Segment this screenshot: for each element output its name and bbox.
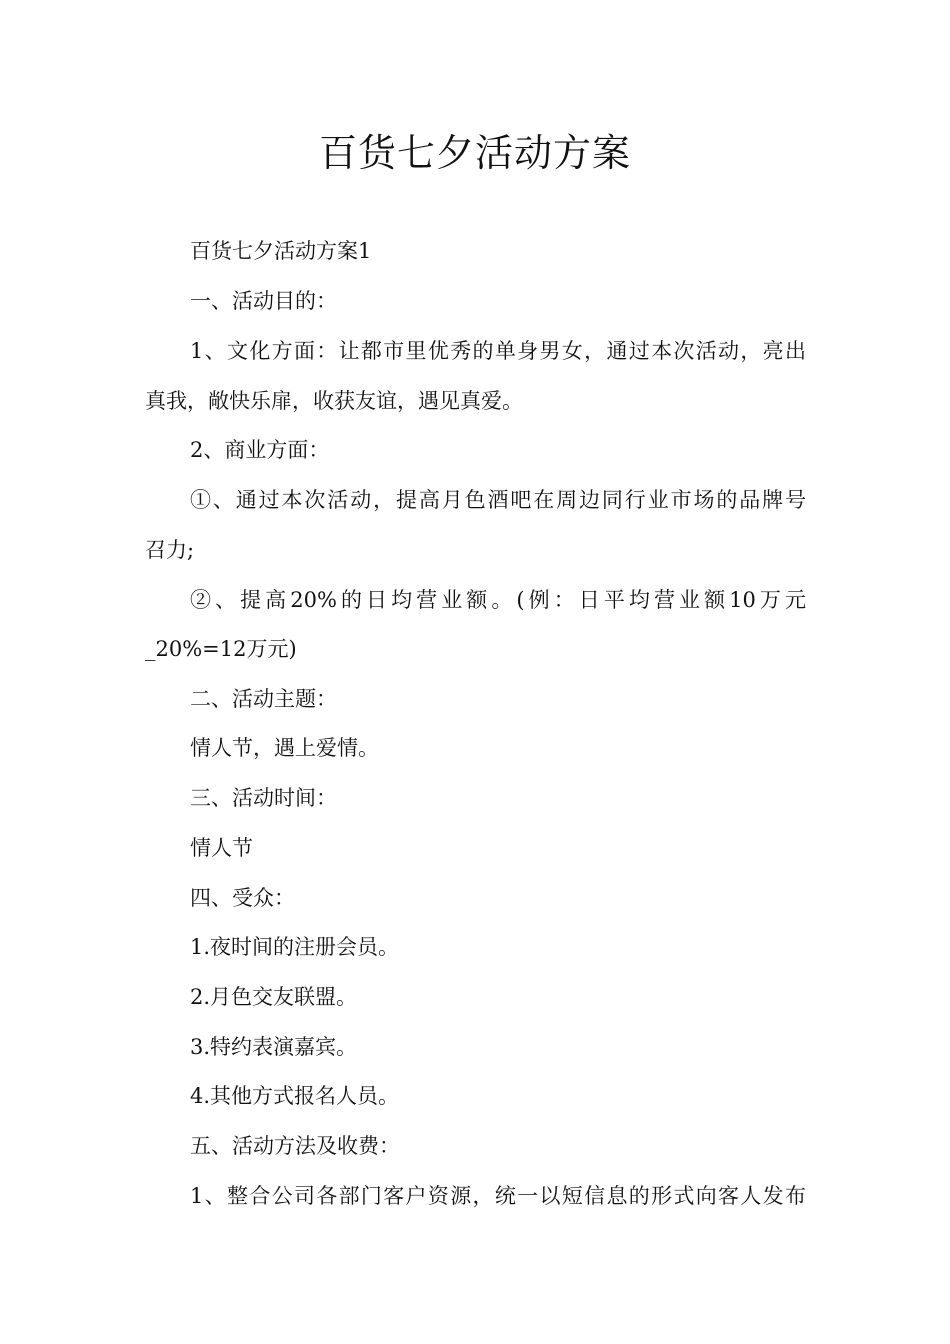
paragraph-line: 2、商业方面： — [190, 438, 330, 462]
paragraph-line: 1、文化方面：让都市里优秀的单身男女，通过本次活动，亮出 — [190, 339, 806, 363]
document-title: 百货七夕活动方案 — [318, 131, 631, 175]
paragraph-line: ②、提高20%的日均营业额。(例：日平均营业额10万元 — [190, 588, 806, 612]
section-heading-method: 五、活动方法及收费： — [190, 1134, 400, 1158]
list-item: 1.夜时间的注册会员。 — [190, 935, 400, 959]
paragraph-line: ①、通过本次活动，提高月色酒吧在周边同行业市场的品牌号 — [190, 488, 806, 512]
list-item: 2.月色交友联盟。 — [190, 985, 358, 1009]
paragraph-line: 真我，敞快乐扉，收获友谊，遇见真爱。 — [145, 389, 523, 413]
paragraph-line: 1、整合公司各部门客户资源，统一以短信息的形式向客人发布 — [190, 1184, 806, 1208]
section-heading-theme: 二、活动主题： — [190, 687, 337, 711]
paragraph-line: _20%=12万元) — [145, 637, 297, 661]
section-heading-time: 三、活动时间： — [190, 786, 337, 810]
paragraph-line: 情人节，遇上爱情。 — [190, 736, 379, 760]
section-heading-purpose: 一、活动目的： — [190, 289, 337, 313]
list-item: 3.特约表演嘉宾。 — [190, 1035, 358, 1059]
section-heading-audience: 四、受众： — [190, 886, 295, 910]
subtitle-line: 百货七夕活动方案1 — [190, 239, 372, 263]
paragraph-line: 情人节 — [190, 836, 253, 860]
list-item: 4.其他方式报名人员。 — [190, 1084, 400, 1108]
paragraph-line: 召力; — [145, 538, 195, 562]
